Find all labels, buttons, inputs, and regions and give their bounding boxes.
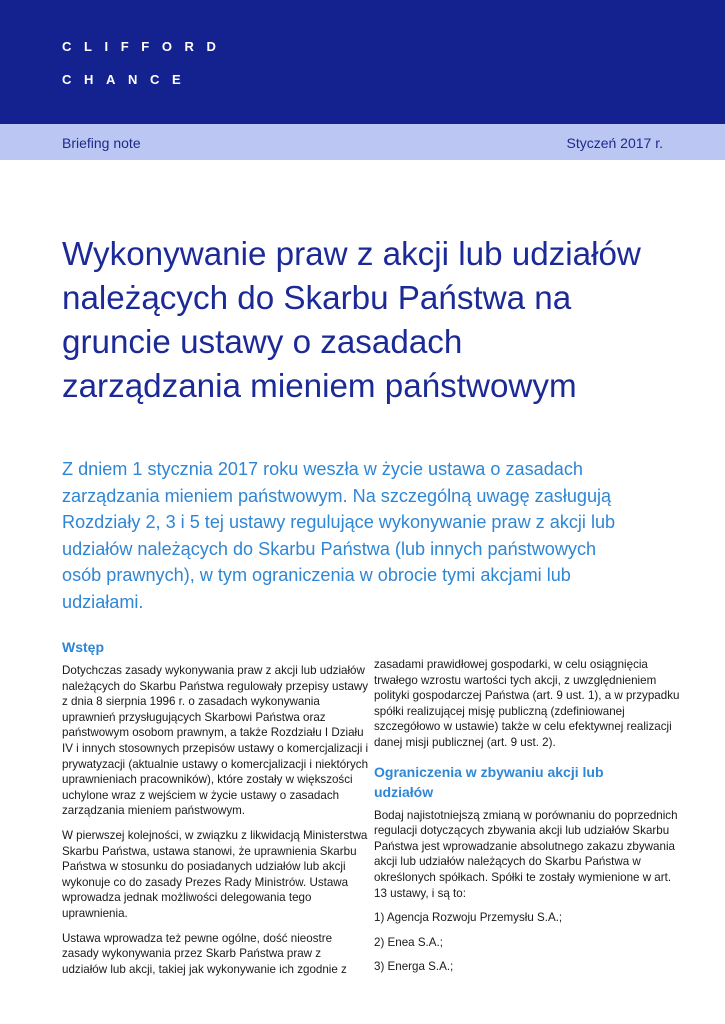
lead-line: udziałów należących do Skarbu Państwa (lub innych państwowych (62, 538, 597, 559)
logo-line-1: CLIFFORD (62, 39, 229, 54)
title-line: gruncie ustawy o zasadach (62, 324, 463, 361)
text-line: 13 ustawy, i są to: (374, 886, 466, 900)
heading-line: Wstęp (62, 639, 104, 655)
text-line: Państwa jest wprowadzanie absolutnego zakazu zbywania (374, 839, 675, 853)
title-line: należących do Skarbu Państwa na (62, 280, 572, 317)
text-line: określonych spółkach. Spółki te zostały wymienione w art. (374, 870, 672, 884)
text-line: zasadami prawidłowej gospodarki, w celu osiągnięcia (374, 658, 648, 671)
heading-line: udziałów (374, 783, 434, 800)
text-line: zasady wykonywania przez Skarb Państwa praw z (62, 947, 322, 961)
lead-line: osób prawnych), w tym ograniczenia w obrocie tymi akcjami lub (62, 565, 571, 585)
text-line: trwałego wzrostu wartości tych akcji, z uwzględnieniem (374, 673, 657, 687)
text-line: regulacji dotyczących zbywania akcji lub udziałów Skarbu (374, 824, 670, 838)
list-item: 3) Energa S.A.; (374, 960, 454, 974)
text-line: należących do Skarbu Państwa regulowały przepisy ustawy (62, 679, 369, 693)
lead-paragraph (62, 456, 702, 615)
text-line: polityki gospodarczej Państwa (art. 9 ust. 1), a w przypadku (374, 689, 680, 703)
text-line: uprawnień przysługujących Skarbowi Państwa oraz (62, 710, 326, 724)
text-line: wprowadza jednak możliwości delegowania tego (62, 891, 312, 905)
paragraph (62, 663, 369, 819)
title-line: zarządzania mieniem państwowym (62, 368, 577, 405)
text-line: W pierwszej kolejności, w związku z likwidacją Ministerstwa (62, 828, 368, 842)
lead-line: udziałami. (62, 591, 144, 612)
text-line: uprawnienia. (62, 906, 128, 920)
text-line: Państwa w stosunku do posiadanych udziałów lub akcji (62, 860, 346, 874)
text-line: zarządzania mieniem państwowym. (62, 804, 245, 818)
text-line: z dnia 8 sierpnia 1996 r. o zasadach wykonywania (62, 695, 320, 709)
paragraph (374, 808, 678, 902)
lead-line: zarządzania mieniem państwowym. Na szczególną uwagę zasługują (62, 485, 612, 506)
text-line: udziałów lub akcji, takiej jak wykonywanie ich zgodnie z (62, 962, 347, 976)
text-line: wykonuje co do zasady Prezes Rady Ministrów. Ustawa (62, 875, 349, 889)
briefing-band (0, 124, 725, 160)
text-line: uprawnieniach pracowników), które zostały w większości (62, 773, 353, 787)
text-line: prywatyzacji (aktualnie ustawy o komercjalizacji i niektórych (62, 757, 369, 771)
header-band (0, 0, 725, 124)
list-item: 2) Enea S.A.; (374, 935, 443, 949)
clifford-chance-logo (62, 40, 229, 86)
logo-line-2: CHANCE (62, 72, 194, 87)
text-line: szczegółowo w ustawie) także w celu efektywnej realizacji (374, 720, 672, 734)
title-line: Wykonywanie praw z akcji lub udziałów (62, 236, 641, 273)
left-column (62, 637, 369, 977)
section-heading-wstep (62, 637, 352, 657)
doc-type-label: Briefing note (62, 135, 141, 151)
text-line: IV i innych stosownych przepisów ustawy o komercjalizacji i (62, 741, 369, 755)
lead-line: Rozdziały 2, 3 i 5 tej ustawy regulujące wykonywanie praw z akcji lub (62, 512, 616, 532)
list-item: 1) Agencja Rozwoju Przemysłu S.A.; (374, 911, 563, 925)
section-heading-ograniczenia (374, 762, 674, 802)
paragraph (62, 931, 352, 978)
lead-line: Z dniem 1 stycznia 2017 roku weszła w życie ustawa o zasadach (62, 459, 583, 479)
text-line: państwowym osobom prawnym, a także Rozdziału I Działu (62, 726, 364, 740)
text-line: Ustawa wprowadza też pewne ogólne, dość nieostre (62, 931, 333, 945)
document-title (62, 233, 682, 409)
text-line: Dotychczas zasady wykonywania praw z akcji lub udziałów (62, 664, 365, 677)
right-column (374, 657, 680, 975)
text-line: spółki realizującej misję publiczną (zdefiniowanej (374, 704, 625, 718)
paragraph (62, 828, 368, 922)
heading-line: Ograniczenia w zbywaniu akcji lub (374, 763, 604, 780)
paragraph-continued (374, 657, 680, 751)
doc-date: Styczeń 2017 r. (566, 135, 663, 151)
text-line: Bodaj najistotniejszą zmianą w porównaniu do poprzednich (374, 808, 678, 822)
text-line: uchylone wraz z wejściem w życie ustawy o zasadach (62, 788, 340, 802)
text-line: danej misji publicznej (art. 9 ust. 2). (374, 735, 556, 749)
text-line: Skarbu Państwa, ustawa stanowi, że uprawnienia Skarbu (62, 844, 357, 858)
text-line: akcji lub udziałów należących do Skarbu Państwa w (374, 855, 641, 869)
